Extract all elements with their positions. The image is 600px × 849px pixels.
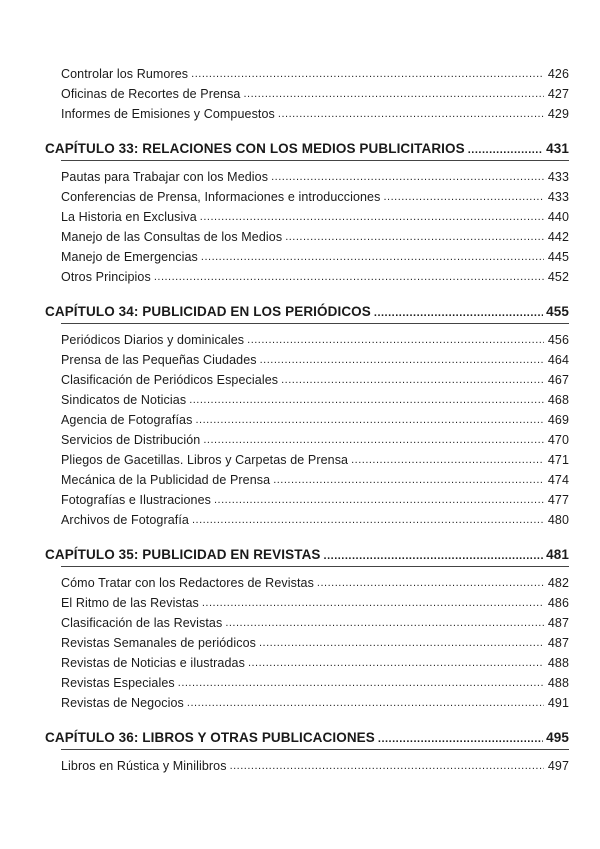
dot-leader [191, 64, 544, 84]
entry-title: Sindicatos de Noticias [61, 393, 187, 407]
entry-page-number: 487 [547, 636, 569, 650]
entry-title: Servicios de Distribución [61, 433, 201, 447]
toc-entry[interactable] [61, 370, 569, 390]
chapter-title: CAPÍTULO 34: PUBLICIDAD EN LOS PERIÓDICOS [45, 304, 371, 319]
entry-title: Manejo de las Consultas de los Medios [61, 230, 283, 244]
dot-leader [200, 207, 544, 227]
toc-group [45, 124, 569, 287]
entry-list [61, 64, 569, 124]
chapter-spacer [45, 287, 569, 301]
dot-leader [214, 490, 544, 510]
dot-leader [189, 390, 544, 410]
entry-page-number: 440 [547, 210, 569, 224]
entry-page-number: 470 [547, 433, 569, 447]
entry-page-number: 497 [547, 759, 569, 773]
toc-entry[interactable] [61, 430, 569, 450]
toc-entry[interactable] [61, 593, 569, 613]
entry-list [61, 167, 569, 287]
toc-entry[interactable] [61, 653, 569, 673]
chapter-title: CAPÍTULO 35: PUBLICIDAD EN REVISTAS [45, 547, 321, 562]
entry-page-number: 491 [547, 696, 569, 710]
toc-entry[interactable] [61, 756, 569, 776]
entry-title: Clasificación de Periódicos Especiales [61, 373, 279, 387]
entry-title: Libros en Rústica y Minilibros [61, 759, 227, 773]
toc-entry[interactable] [61, 104, 569, 124]
entry-page-number: 442 [547, 230, 569, 244]
dot-leader [187, 693, 544, 713]
dot-leader [383, 187, 544, 207]
entry-title: Controlar los Rumores [61, 67, 189, 81]
toc-entry[interactable] [61, 410, 569, 430]
entry-page-number: 471 [547, 453, 569, 467]
dot-leader [154, 267, 544, 287]
toc-group [45, 287, 569, 530]
table-of-contents [45, 64, 569, 776]
chapter-heading[interactable] [45, 544, 569, 566]
entry-page-number: 456 [547, 333, 569, 347]
dot-leader [260, 350, 544, 370]
chapter-page-number: 431 [546, 141, 569, 156]
entry-title: Revistas de Noticias e ilustradas [61, 656, 245, 670]
toc-entry[interactable] [61, 450, 569, 470]
entry-title: Informes de Emisiones y Compuestos [61, 107, 275, 121]
entry-page-number: 467 [547, 373, 569, 387]
entry-title: La Historia en Exclusiva [61, 210, 197, 224]
entry-title: Prensa de las Pequeñas Ciudades [61, 353, 257, 367]
entry-page-number: 486 [547, 596, 569, 610]
entry-page-number: 487 [547, 616, 569, 630]
dot-leader [202, 593, 544, 613]
entry-title: Conferencias de Prensa, Informaciones e introducciones [61, 190, 381, 204]
toc-entry[interactable] [61, 64, 569, 84]
entry-page-number: 477 [547, 493, 569, 507]
entry-page-number: 464 [547, 353, 569, 367]
entry-page-number: 468 [547, 393, 569, 407]
toc-entry[interactable] [61, 247, 569, 267]
entry-title: Archivos de Fotografía [61, 513, 189, 527]
toc-group [45, 530, 569, 713]
chapter-spacer [45, 713, 569, 727]
dot-leader [273, 470, 544, 490]
entry-title: El Ritmo de las Revistas [61, 596, 199, 610]
entry-page-number: 480 [547, 513, 569, 527]
dot-leader [468, 139, 543, 161]
entry-page-number: 427 [547, 87, 569, 101]
entry-title: Revistas de Negocios [61, 696, 184, 710]
toc-entry[interactable] [61, 350, 569, 370]
toc-entry[interactable] [61, 390, 569, 410]
dot-leader [178, 673, 544, 693]
dot-leader [378, 728, 543, 750]
entry-page-number: 482 [547, 576, 569, 590]
toc-entry[interactable] [61, 330, 569, 350]
entry-page-number: 488 [547, 676, 569, 690]
dot-leader [285, 227, 544, 247]
chapter-spacer [45, 530, 569, 544]
entry-title: Agencia de Fotografías [61, 413, 193, 427]
chapter-spacer [45, 124, 569, 138]
toc-entry[interactable] [61, 573, 569, 593]
dot-leader [281, 370, 544, 390]
dot-leader [201, 247, 544, 267]
dot-leader [248, 653, 544, 673]
dot-leader [278, 104, 544, 124]
dot-leader [195, 410, 544, 430]
chapter-heading[interactable] [45, 727, 569, 749]
toc-entry[interactable] [61, 613, 569, 633]
entry-page-number: 433 [547, 190, 569, 204]
entry-title: Otros Principios [61, 270, 151, 284]
dot-leader [317, 573, 544, 593]
dot-leader [192, 510, 544, 530]
chapter-heading[interactable] [45, 138, 569, 160]
entry-list [61, 756, 569, 776]
chapter-page-number: 495 [546, 730, 569, 745]
entry-title: Pautas para Trabajar con los Medios [61, 170, 269, 184]
toc-entry[interactable] [61, 167, 569, 187]
chapter-heading[interactable] [45, 301, 569, 323]
entry-title: Manejo de Emergencias [61, 250, 198, 264]
entry-page-number: 474 [547, 473, 569, 487]
dot-leader [271, 167, 544, 187]
entry-page-number: 488 [547, 656, 569, 670]
entry-list [61, 573, 569, 713]
entry-title: Revistas Especiales [61, 676, 175, 690]
entry-title: Fotografías e Ilustraciones [61, 493, 211, 507]
dot-leader [225, 613, 544, 633]
entry-title: Pliegos de Gacetillas. Libros y Carpetas de Prensa [61, 453, 349, 467]
toc-group [45, 64, 569, 124]
entry-page-number: 426 [547, 67, 569, 81]
entry-list [61, 330, 569, 530]
dot-leader [230, 756, 544, 776]
chapter-title: CAPÍTULO 36: LIBROS Y OTRAS PUBLICACIONES [45, 730, 375, 745]
entry-title: Cómo Tratar con los Redactores de Revistas [61, 576, 314, 590]
entry-title: Oficinas de Recortes de Prensa [61, 87, 241, 101]
toc-entry[interactable] [61, 187, 569, 207]
toc-entry[interactable] [61, 673, 569, 693]
toc-entry[interactable] [61, 490, 569, 510]
entry-title: Revistas Semanales de periódicos [61, 636, 256, 650]
chapter-title: CAPÍTULO 33: RELACIONES CON LOS MEDIOS PUBLICITARIOS [45, 141, 465, 156]
entry-page-number: 469 [547, 413, 569, 427]
toc-entry[interactable] [61, 510, 569, 530]
toc-entry[interactable] [61, 84, 569, 104]
dot-leader [247, 330, 544, 350]
dot-leader [203, 430, 544, 450]
chapter-page-number: 455 [546, 304, 569, 319]
toc-entry[interactable] [61, 207, 569, 227]
toc-entry[interactable] [61, 633, 569, 653]
dot-leader [259, 633, 544, 653]
toc-entry[interactable] [61, 470, 569, 490]
dot-leader [324, 545, 544, 567]
entry-page-number: 445 [547, 250, 569, 264]
entry-title: Clasificación de las Revistas [61, 616, 223, 630]
chapter-page-number: 481 [546, 547, 569, 562]
toc-entry[interactable] [61, 227, 569, 247]
toc-entry[interactable] [61, 693, 569, 713]
entry-page-number: 452 [547, 270, 569, 284]
entry-title: Mecánica de la Publicidad de Prensa [61, 473, 271, 487]
entry-title: Periódicos Diarios y dominicales [61, 333, 245, 347]
toc-entry[interactable] [61, 267, 569, 287]
entry-page-number: 429 [547, 107, 569, 121]
toc-group [45, 713, 569, 776]
dot-leader [351, 450, 544, 470]
dot-leader [374, 302, 543, 324]
dot-leader [243, 84, 544, 104]
entry-page-number: 433 [547, 170, 569, 184]
